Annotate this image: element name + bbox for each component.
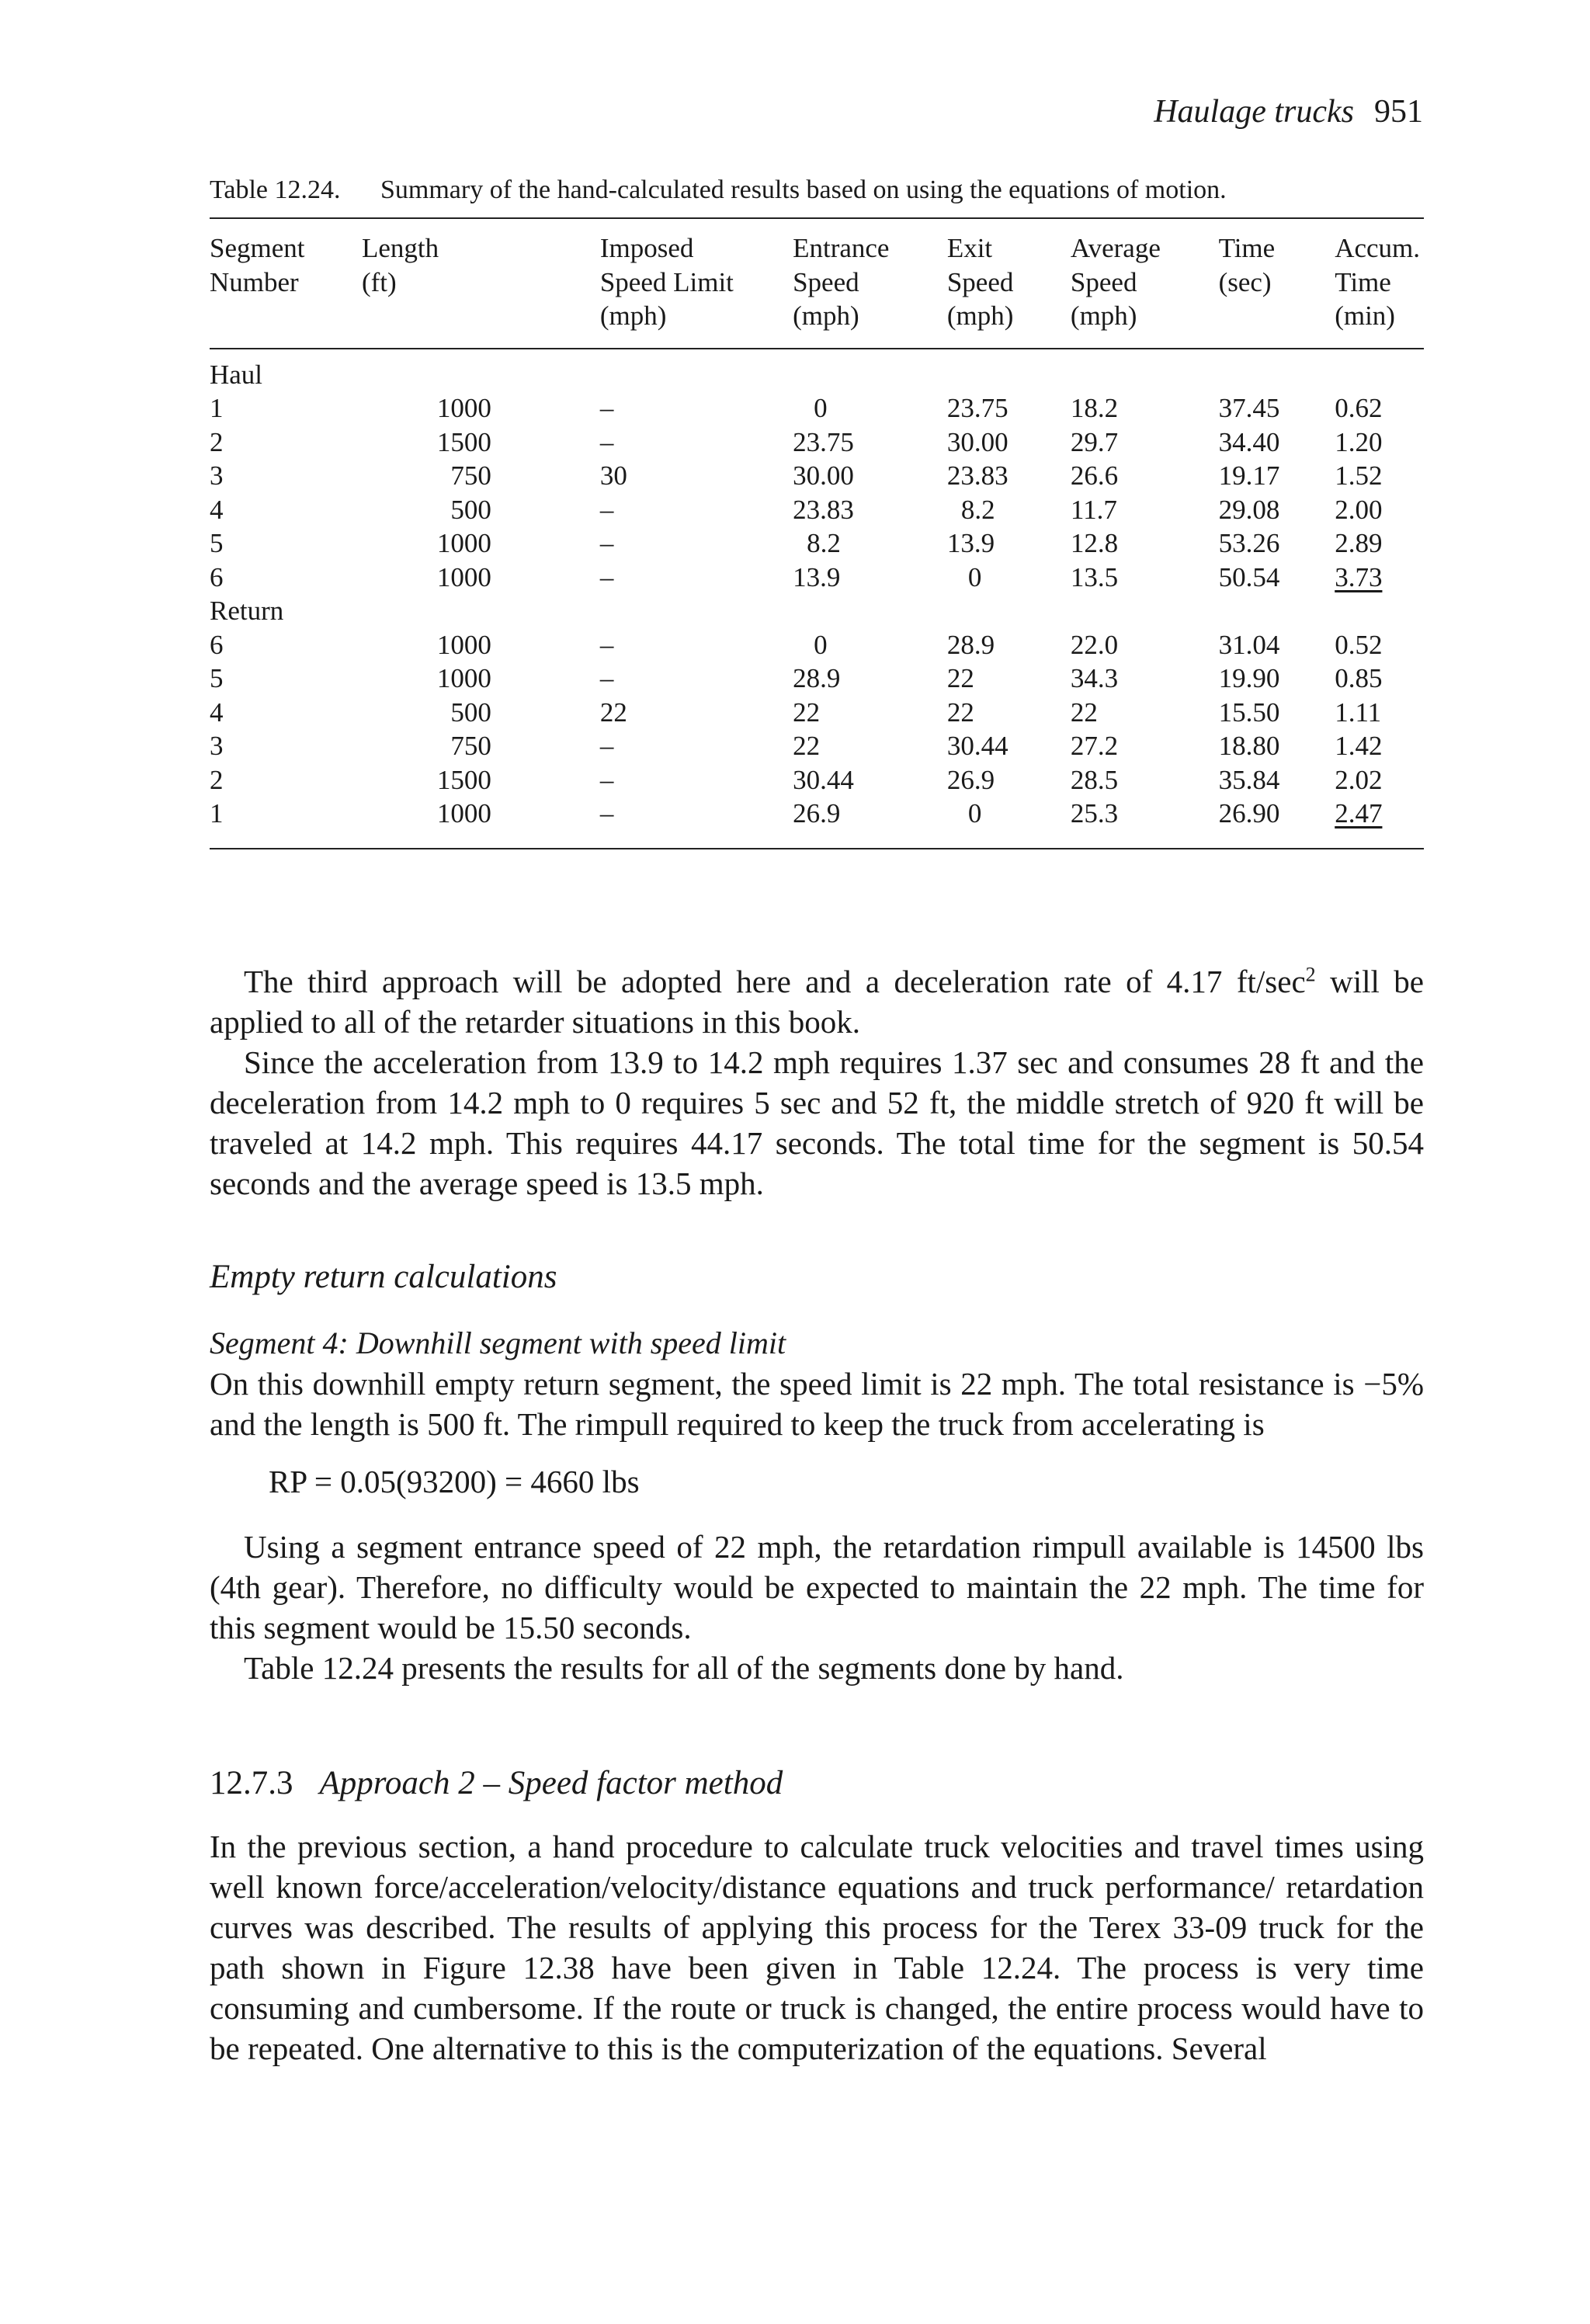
table-cell <box>1071 628 1219 662</box>
cell-value: 8.2 <box>807 528 841 558</box>
cell-value: 5 <box>210 663 224 693</box>
cell-value: 26.9 <box>946 764 995 795</box>
paragraph-retardation: Using a segment entrance speed of 22 mph, the retardation rimpull available is 14500 lbs (4th gear). Therefore, no difficulty would be expected to maintain the 22 mph. The time for this segment would be 15.50 seconds. <box>210 1529 1424 1645</box>
results-table <box>210 231 1424 831</box>
table-cell <box>947 729 1071 763</box>
group-label: Return <box>210 596 284 626</box>
header-cell: (mph) <box>599 300 667 331</box>
cell-value: 18.80 <box>1218 731 1280 761</box>
group-row <box>210 358 1424 392</box>
table-row <box>210 797 1424 831</box>
header-cell: Entrance <box>793 233 890 263</box>
header-cell: Time <box>1335 266 1391 297</box>
cell-value: 22.0 <box>1070 629 1119 660</box>
table-cell <box>210 662 362 696</box>
cell-value: 22 <box>1070 697 1098 728</box>
cell-value: 23.83 <box>946 460 1009 491</box>
table-row <box>210 391 1424 426</box>
table-cell <box>210 696 362 730</box>
cell-value: 34.40 <box>1218 426 1280 457</box>
cell-value: 1000 <box>436 561 491 592</box>
header-cell: Number <box>210 266 299 297</box>
table-cell <box>1071 797 1219 831</box>
section-title: Approach 2 – Speed factor method <box>319 1765 783 1801</box>
table-cell <box>362 493 600 527</box>
cell-value: 22 <box>946 663 974 693</box>
table-cell <box>947 763 1071 797</box>
table-cell <box>1335 763 1424 797</box>
cell-value: 0 <box>814 629 828 660</box>
table-cell <box>947 459 1071 493</box>
cell-value: 13.9 <box>793 561 841 592</box>
table-cell <box>793 561 947 595</box>
section-heading <box>210 1764 783 1802</box>
cell-value: – <box>599 528 614 558</box>
cell-value: 1000 <box>436 629 491 660</box>
cell-value: 34.3 <box>1070 663 1119 693</box>
cell-value: 27.2 <box>1070 731 1119 761</box>
table-cell <box>210 426 362 460</box>
table-cell <box>600 763 793 797</box>
table-cell <box>362 426 600 460</box>
header-cell <box>362 299 600 333</box>
cell-value: 50.54 <box>1218 561 1280 592</box>
table-row <box>210 426 1424 460</box>
table-cell <box>793 696 947 730</box>
table-cell <box>793 797 947 831</box>
section-number: 12.7.3 <box>210 1765 293 1801</box>
table-cell <box>1335 526 1424 561</box>
table-cell <box>210 763 362 797</box>
table-cell <box>793 729 947 763</box>
header-cell: (ft) <box>361 266 397 297</box>
cell-value: 1000 <box>436 798 491 829</box>
heading-empty-return: Empty return calculations <box>210 1259 557 1295</box>
table-cell <box>1219 763 1335 797</box>
text-block-1 <box>210 961 1424 1204</box>
cell-value: 28.9 <box>793 663 841 693</box>
cell-value: 26.90 <box>1218 798 1280 829</box>
header-cell <box>210 299 362 333</box>
table-cell <box>1219 729 1335 763</box>
text-block-2 <box>210 1363 1424 1444</box>
table-bottom-rule <box>210 848 1424 849</box>
table-cell <box>947 493 1071 527</box>
table-label: Table 12.24. <box>210 175 341 204</box>
table-cell <box>1219 459 1335 493</box>
table-cell <box>362 729 600 763</box>
table-cell <box>600 459 793 493</box>
table-cell <box>947 426 1071 460</box>
table-cell <box>210 628 362 662</box>
cell-value: 2.02 <box>1335 764 1383 795</box>
table-cell <box>362 797 600 831</box>
cell-value: 8.2 <box>960 494 995 525</box>
cell-value: 2.89 <box>1335 528 1383 558</box>
table-cell <box>793 526 947 561</box>
cell-value: 37.45 <box>1218 393 1280 423</box>
cell-value: 12.8 <box>1070 528 1119 558</box>
table-row <box>210 459 1424 493</box>
running-head <box>1154 93 1423 130</box>
paragraph-text: will be applied to all of the retarder situations in this book. <box>210 964 1424 1040</box>
table-cell <box>1071 662 1219 696</box>
cell-value: 0.52 <box>1335 629 1383 660</box>
table-cell <box>793 391 947 426</box>
table-cell <box>793 493 947 527</box>
equation-rimpull: RP = 0.05(93200) = 4660 lbs <box>269 1464 640 1499</box>
table-cell <box>362 662 600 696</box>
header-cell: (mph) <box>946 300 1014 331</box>
cell-value: 22 <box>599 697 627 728</box>
header-row <box>210 231 1424 266</box>
table-cell <box>362 391 600 426</box>
table-cell <box>793 763 947 797</box>
table-cell <box>1335 696 1424 730</box>
cell-value: 35.84 <box>1218 764 1280 795</box>
table-cell <box>1335 493 1424 527</box>
cell-value: 1 <box>210 393 224 423</box>
table-row <box>210 696 1424 730</box>
cell-value: 4 <box>210 494 224 525</box>
running-head-title: Haulage trucks <box>1154 94 1354 130</box>
cell-value: 30.00 <box>946 426 1009 457</box>
paragraph-text: The third approach will be adopted here and a deceleration rate of 4.17 ft/sec <box>244 964 1306 999</box>
table-cell <box>1071 493 1219 527</box>
table-cell <box>947 526 1071 561</box>
table-cell <box>1071 729 1219 763</box>
table-cell <box>1219 797 1335 831</box>
cell-value: 26.6 <box>1070 460 1119 491</box>
table-cell <box>600 662 793 696</box>
table-cell <box>362 763 600 797</box>
cell-value: 28.5 <box>1070 764 1119 795</box>
table-cell <box>1335 628 1424 662</box>
cell-value: 1500 <box>436 764 491 795</box>
cell-value: – <box>599 629 614 660</box>
table-cell <box>1071 526 1219 561</box>
table-cell <box>1335 459 1424 493</box>
table-cell <box>1219 391 1335 426</box>
table-cell <box>600 493 793 527</box>
cell-value: 13.5 <box>1070 561 1119 592</box>
table-cell <box>210 493 362 527</box>
cell-value: 3 <box>210 731 224 761</box>
cell-value: 13.9 <box>946 528 995 558</box>
table-cell <box>210 797 362 831</box>
cell-value: 18.2 <box>1070 393 1119 423</box>
table-cell <box>600 391 793 426</box>
header-cell <box>1219 299 1335 333</box>
table-cell <box>600 426 793 460</box>
table-row <box>210 662 1424 696</box>
superscript: 2 <box>1305 963 1316 986</box>
table-cell <box>1335 391 1424 426</box>
table-cell <box>793 628 947 662</box>
cell-value: 1500 <box>436 426 491 457</box>
table-cell <box>600 526 793 561</box>
table-cell <box>210 729 362 763</box>
cell-value: – <box>599 798 614 829</box>
table-cell <box>1071 391 1219 426</box>
cell-value: 5 <box>210 528 224 558</box>
cell-value: 19.90 <box>1218 663 1280 693</box>
header-cell: Segment <box>210 233 305 263</box>
table-cell <box>1219 561 1335 595</box>
subheading-segment-4: Segment 4: Downhill segment with speed limit <box>210 1325 786 1360</box>
cell-value: 750 <box>450 731 491 761</box>
table-cell <box>1335 426 1424 460</box>
cell-value: 1.20 <box>1335 426 1383 457</box>
cell-value: 22 <box>793 697 821 728</box>
table-cell <box>600 729 793 763</box>
table-cell <box>1071 459 1219 493</box>
table-cell <box>1219 662 1335 696</box>
table-header <box>210 231 1424 333</box>
cell-value: 22 <box>946 697 974 728</box>
table-cell <box>210 391 362 426</box>
table-cell <box>1071 426 1219 460</box>
table-cell <box>947 391 1071 426</box>
header-cell: (min) <box>1335 300 1395 331</box>
cell-value: 1000 <box>436 528 491 558</box>
spacer-row <box>210 333 1424 358</box>
text-block-4 <box>210 1826 1424 2069</box>
cell-value: 1000 <box>436 663 491 693</box>
cell-value: 0 <box>967 798 982 829</box>
cell-value: 28.9 <box>946 629 995 660</box>
table-cell <box>600 696 793 730</box>
header-cell: Average <box>1070 233 1161 263</box>
table-cell <box>210 459 362 493</box>
cell-value: 4 <box>210 697 224 728</box>
table-cell <box>1335 662 1424 696</box>
cell-value: 750 <box>450 460 491 491</box>
table-cell <box>362 696 600 730</box>
cell-value: 2.47 <box>1335 798 1383 829</box>
cell-value: – <box>599 494 614 525</box>
cell-value: 2 <box>210 426 224 457</box>
cell-value: 53.26 <box>1218 528 1280 558</box>
cell-value: 11.7 <box>1070 494 1117 525</box>
table-row <box>210 628 1424 662</box>
table-cell <box>1335 797 1424 831</box>
cell-value: 30.44 <box>946 731 1009 761</box>
header-cell: Exit <box>946 233 993 263</box>
cell-value: 23.83 <box>793 494 854 525</box>
table-cell <box>1219 426 1335 460</box>
cell-value: 500 <box>450 697 491 728</box>
cell-value: 0.62 <box>1335 393 1383 423</box>
table-cell <box>362 526 600 561</box>
table-caption-text: Summary of the hand-calculated results based on using the equations of motion. <box>380 175 1227 204</box>
group-row <box>210 594 1424 628</box>
table-row <box>210 763 1424 797</box>
cell-value: 22 <box>793 731 821 761</box>
group-label: Haul <box>210 359 263 390</box>
table-body <box>210 333 1424 831</box>
header-row <box>210 266 1424 300</box>
cell-value: 15.50 <box>1218 697 1280 728</box>
cell-value: 30.44 <box>793 764 854 795</box>
header-cell: Length <box>361 233 439 263</box>
table-cell <box>947 696 1071 730</box>
table-cell <box>1219 628 1335 662</box>
cell-value: – <box>599 663 614 693</box>
cell-value: 2 <box>210 764 224 795</box>
cell-value: 1000 <box>436 393 491 423</box>
paragraph-deceleration-rate <box>210 961 1424 1042</box>
cell-value: 1.42 <box>1335 731 1383 761</box>
cell-value: 1.52 <box>1335 460 1383 491</box>
header-cell: (mph) <box>793 300 859 331</box>
table-row <box>210 561 1424 595</box>
table-cell <box>1071 561 1219 595</box>
cell-value: 6 <box>210 629 224 660</box>
header-cell: Speed <box>1070 266 1137 297</box>
table-row <box>210 526 1424 561</box>
table-cell <box>1335 729 1424 763</box>
cell-value: – <box>599 426 614 457</box>
cell-value: 30.00 <box>793 460 854 491</box>
table-caption <box>210 175 1227 205</box>
header-cell: Accum. <box>1335 233 1421 263</box>
table-cell <box>793 459 947 493</box>
table-cell <box>947 628 1071 662</box>
cell-value: 500 <box>450 494 491 525</box>
paragraph-speed-limit: On this downhill empty return segment, the speed limit is 22 mph. The total resistance is −5% and the length is 500 ft. The rimpull required to keep the truck from accelerating is <box>210 1366 1424 1442</box>
table-cell <box>793 662 947 696</box>
cell-value: 1 <box>210 798 224 829</box>
table-cell <box>600 628 793 662</box>
table-cell <box>210 561 362 595</box>
cell-value: 3.73 <box>1335 561 1383 592</box>
cell-value: 0 <box>967 561 982 592</box>
table-cell <box>362 628 600 662</box>
paragraph-table-reference: Table 12.24 presents the results for all of the segments done by hand. <box>244 1650 1124 1686</box>
table-cell <box>362 459 600 493</box>
cell-value: 0 <box>814 393 828 423</box>
cell-value: 31.04 <box>1218 629 1280 660</box>
cell-value: 25.3 <box>1070 798 1119 829</box>
header-cell: Speed Limit <box>599 266 734 297</box>
paragraph-middle-stretch: Since the acceleration from 13.9 to 14.2 mph requires 1.37 sec and consumes 28 ft and the deceleration from 14.2 mph to 0 requires 5 sec and 52 ft, the middle stretch of 920 ft will be traveled at 14.2 mph. This requires 44.17 seconds. The total time for the segment is 50.54 seconds and the average speed is 13.5 mph. <box>210 1044 1424 1201</box>
cell-value: 19.17 <box>1218 460 1280 491</box>
cell-value: 1.11 <box>1335 697 1382 728</box>
table-cell <box>210 526 362 561</box>
cell-value: – <box>599 731 614 761</box>
page-number: 951 <box>1374 94 1423 130</box>
table-cell <box>947 561 1071 595</box>
table-cell <box>1335 561 1424 595</box>
cell-value: 26.9 <box>793 798 841 829</box>
text-block-3 <box>210 1527 1424 1688</box>
cell-value: 29.08 <box>1218 494 1280 525</box>
paragraph-speed-factor-intro: In the previous section, a hand procedure to calculate truck velocities and travel times using well known force/acceleration/velocity/distance equations and truck performance/ retardation curves was described. The results of applying this process for the Terex 33-09 truck for the path shown in Figure 12.38 have been given in Table 12.24. The process is very time consuming and cumbersome. If the route or truck is changed, the entire process would have to be repeated. One alternative to this is the computerization of the equations. Several <box>210 1829 1424 2066</box>
cell-value: 23.75 <box>946 393 1009 423</box>
table-cell <box>600 561 793 595</box>
cell-value: – <box>599 764 614 795</box>
table-row <box>210 493 1424 527</box>
cell-value: 23.75 <box>793 426 854 457</box>
cell-value: 6 <box>210 561 224 592</box>
table-cell <box>793 426 947 460</box>
cell-value: 2.00 <box>1335 494 1383 525</box>
table-cell <box>1219 696 1335 730</box>
cell-value: 0.85 <box>1335 663 1383 693</box>
header-cell: (mph) <box>1070 300 1137 331</box>
header-cell: Time <box>1218 233 1276 263</box>
header-cell: Speed <box>946 266 1014 297</box>
table-top-rule <box>210 217 1424 219</box>
header-row <box>210 299 1424 333</box>
header-cell: Imposed <box>599 233 694 263</box>
table-cell <box>362 561 600 595</box>
table-cell <box>947 662 1071 696</box>
table-cell <box>1219 493 1335 527</box>
cell-value: 29.7 <box>1070 426 1119 457</box>
table-cell <box>1219 526 1335 561</box>
table-cell <box>1071 696 1219 730</box>
table-cell <box>600 797 793 831</box>
table-cell <box>947 797 1071 831</box>
header-cell: (sec) <box>1218 266 1272 297</box>
table-row <box>210 729 1424 763</box>
cell-value: – <box>599 393 614 423</box>
table-cell <box>1071 763 1219 797</box>
header-cell: Speed <box>793 266 859 297</box>
cell-value: – <box>599 561 614 592</box>
cell-value: 30 <box>599 460 627 491</box>
cell-value: 3 <box>210 460 224 491</box>
